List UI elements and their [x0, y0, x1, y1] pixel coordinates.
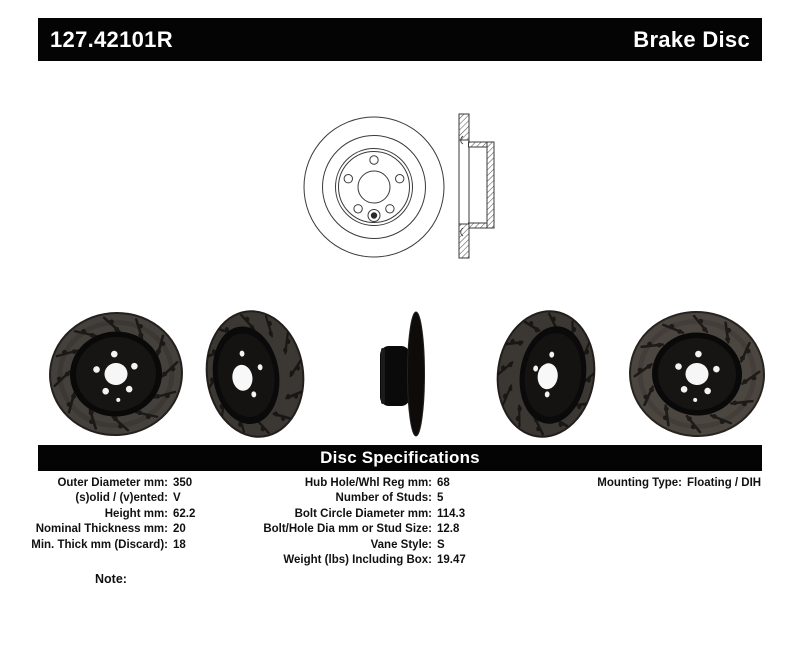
spec-column-mounting — [538, 476, 778, 491]
cross-section-drawing — [459, 114, 494, 258]
spec-value: 114.3 — [437, 507, 466, 520]
brake-disc-line-drawing-svg — [285, 106, 515, 266]
product-photo-row — [0, 300, 800, 445]
spec-label: Bolt/Hole Dia mm or Stud Size: — [263, 523, 432, 536]
spec-value: Floating / DIH — [687, 477, 762, 489]
spec-row-bolt-hole-dia — [240, 522, 540, 537]
spec-label: Hub Hole/Whl Reg mm: — [304, 477, 432, 489]
spec-value: 12.8 — [437, 523, 460, 536]
rotor-photo-edge-profile — [372, 308, 432, 443]
technical-line-drawing — [285, 106, 515, 266]
spec-label: Outer Diameter mm: — [57, 477, 168, 489]
spec-row-bolt-circle-diameter — [240, 507, 540, 522]
rotor-photo-three-quarter-right — [198, 308, 308, 443]
spec-value: 19.47 — [437, 554, 466, 567]
spec-label: Height mm: — [104, 507, 168, 520]
rotor-photo-three-quarter-left — [493, 308, 603, 443]
spec-value: 350 — [173, 477, 193, 489]
part-number: 127.42101R — [50, 26, 173, 52]
front-view-drawing — [304, 117, 444, 257]
spec-row-number-of-studs — [240, 491, 540, 506]
spec-value: S — [437, 538, 445, 551]
spec-value: 62.2 — [173, 507, 196, 520]
spec-value: 20 — [173, 523, 186, 536]
spec-label: Mounting Type: — [597, 477, 682, 489]
rotor-photo-front-right — [627, 310, 767, 440]
spec-row-vane-style — [240, 538, 540, 553]
rotor-photo-front-left — [46, 310, 186, 440]
product-type-title: Brake Disc — [633, 26, 750, 52]
spec-value: 68 — [437, 477, 450, 489]
spec-row-weight — [240, 553, 540, 568]
spec-value: 5 — [437, 492, 444, 505]
spec-label: Bolt Circle Diameter mm: — [294, 507, 432, 520]
spec-banner — [38, 445, 762, 471]
spec-row-hub-hole — [240, 476, 540, 491]
spec-label: (s)olid / (v)ented: — [75, 492, 168, 505]
header-bar — [38, 18, 762, 61]
spec-value: 18 — [173, 538, 186, 551]
spec-row-mounting-type — [538, 476, 778, 491]
spec-column-hub-and-studs — [240, 476, 540, 568]
spec-label: Min. Thick mm (Discard): — [31, 538, 168, 551]
note-label: Note: — [95, 572, 127, 586]
spec-banner-title: Disc Specifications — [320, 448, 480, 467]
spec-label: Nominal Thickness mm: — [35, 523, 168, 536]
spec-label: Vane Style: — [370, 538, 432, 551]
spec-value: V — [173, 492, 181, 505]
spec-label: Weight (lbs) Including Box: — [283, 554, 432, 567]
spec-label: Number of Studs: — [335, 492, 432, 505]
